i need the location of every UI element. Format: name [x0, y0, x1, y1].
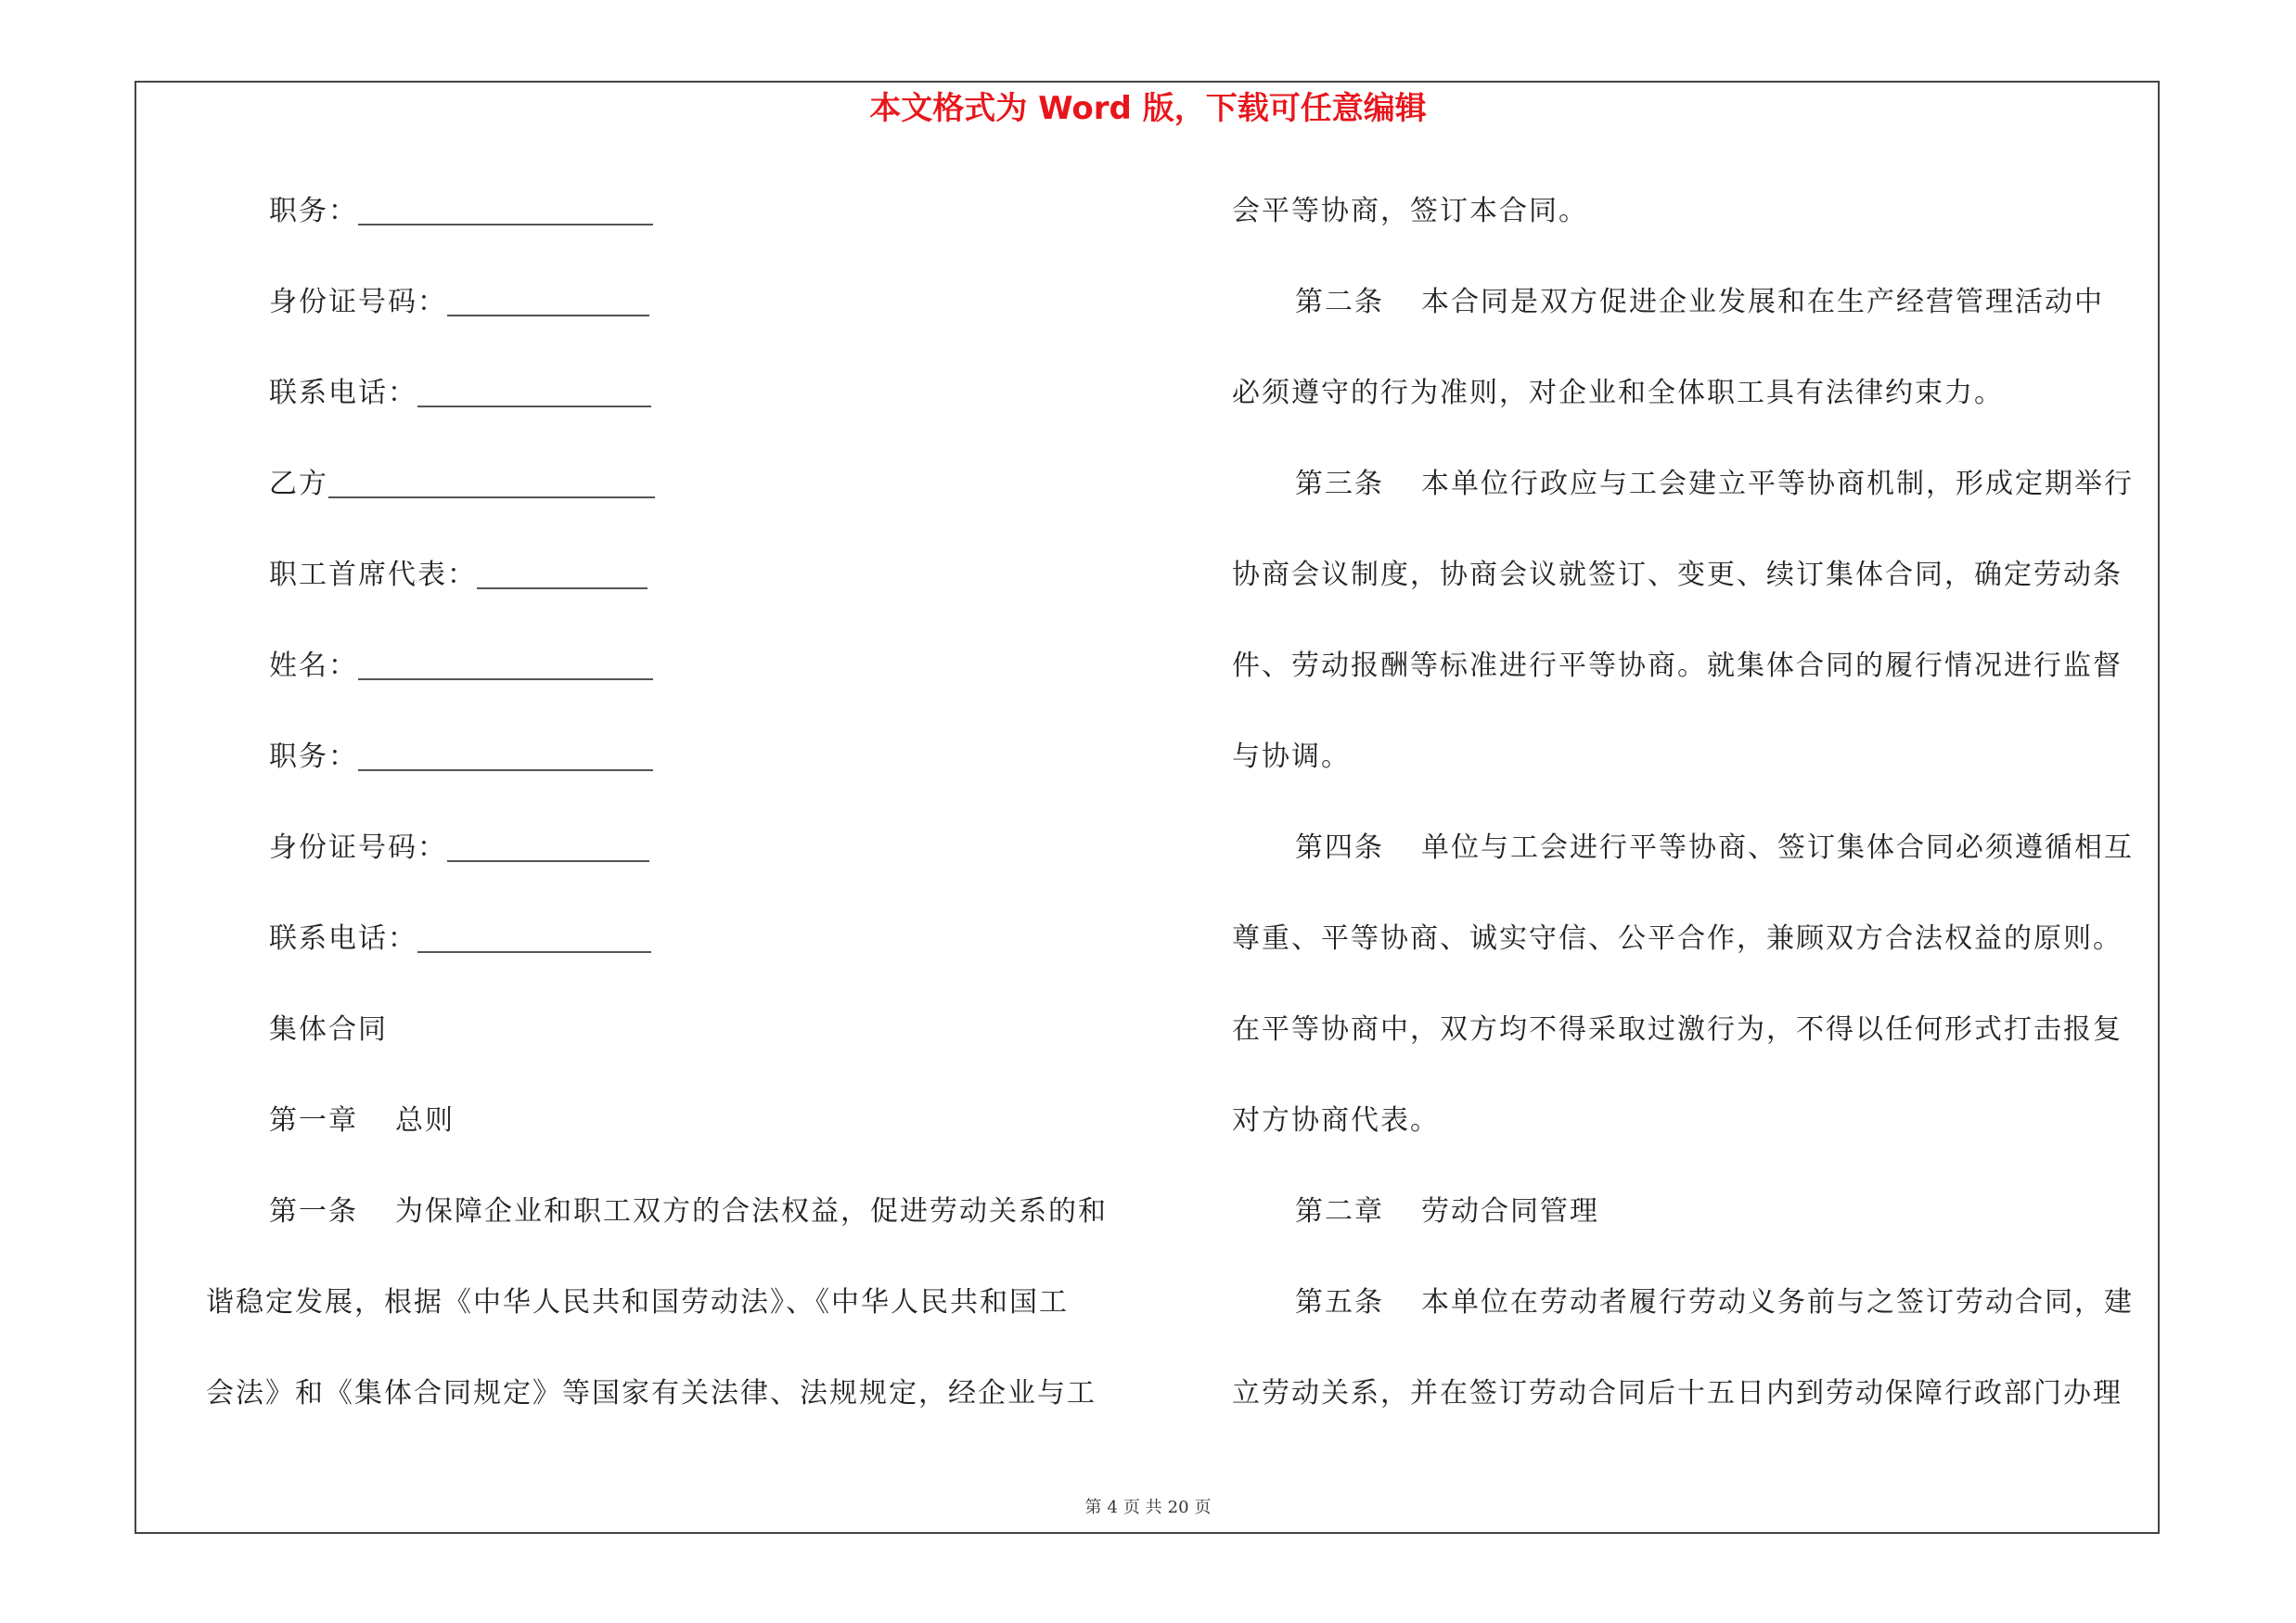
- fill-in-blank[interactable]: [417, 914, 651, 953]
- article-4-line-2: 尊重、平等协商、诚实守信、公平合作，兼顾双方合法权益的原则。: [1232, 922, 2123, 955]
- article-number: 第二条: [1295, 286, 1384, 318]
- field-label: 姓名：: [269, 650, 358, 682]
- article-4-line-3: 在平等协商中，双方均不得采取过激行为，不得以任何形式打击报复: [1232, 1013, 2123, 1046]
- word-format-banner: 本文格式为 Word 版，下载可任意编辑: [869, 90, 1427, 127]
- footer-prefix: 第: [1084, 1498, 1102, 1517]
- fill-in-blank[interactable]: [447, 823, 649, 862]
- field-row-position-2: [206, 731, 1124, 822]
- article-3-line-1: [1232, 458, 2160, 549]
- article-4-line-4: 对方协商代表。: [1232, 1104, 1440, 1137]
- article-number: 第三条: [1295, 468, 1384, 500]
- footer-middle: 页 共: [1122, 1498, 1162, 1517]
- field-row-id-number-2: [206, 822, 1124, 913]
- field-row-id-number-1: [206, 277, 1124, 367]
- article-text: 本单位在劳动者履行劳动义务前与之签订劳动合同，建: [1421, 1286, 2134, 1319]
- field-label: 职务：: [269, 741, 358, 773]
- page-number-footer: [0, 1494, 2296, 1518]
- field-label: 身份证号码：: [269, 286, 447, 318]
- field-row-name: [206, 640, 1124, 731]
- article-text: 为保障企业和职工双方的合法权益，促进劳动关系的和: [395, 1195, 1108, 1228]
- chapter-2-heading: [1232, 1186, 2160, 1277]
- field-row-phone-1: [206, 367, 1124, 458]
- article-number: 第一条: [269, 1195, 358, 1228]
- fill-in-blank[interactable]: [477, 550, 648, 589]
- footer-total-pages: 20: [1167, 1498, 1189, 1517]
- article-1-line-3: 会法》和《集体合同规定》等国家有关法律、法规规定，经企业与工: [206, 1377, 1097, 1410]
- article-text: 本合同是双方促进企业发展和在生产经营管理活动中: [1421, 286, 2104, 318]
- chapter-name: 总则: [395, 1104, 455, 1137]
- fill-in-blank[interactable]: [358, 641, 653, 680]
- chapter-name: 劳动合同管理: [1421, 1195, 1599, 1228]
- fill-in-blank[interactable]: [358, 732, 653, 771]
- chapter-number: 第一章: [269, 1104, 358, 1137]
- fill-in-blank[interactable]: [447, 277, 649, 316]
- article-3-line-3: 件、劳动报酬等标准进行平等协商。就集体合同的履行情况进行监督: [1232, 650, 2123, 682]
- fill-in-blank[interactable]: [358, 187, 653, 225]
- right-column: [1232, 186, 2160, 1459]
- document-title: 集体合同: [269, 1013, 388, 1046]
- article-3-line-2: 协商会议制度，协商会议就签订、变更、续订集体合同，确定劳动条: [1232, 559, 2123, 591]
- field-label: 职务：: [269, 195, 358, 227]
- article-3-line-4: 与协调。: [1232, 741, 1351, 773]
- field-row-chief-rep: [206, 549, 1124, 640]
- article-1-line-1: [206, 1186, 1124, 1277]
- footer-suffix: 页: [1194, 1498, 1212, 1517]
- field-row-party-b: [206, 458, 1124, 549]
- article-text: 单位与工会进行平等协商、签订集体合同必须遵循相互: [1421, 831, 2134, 864]
- left-column: [206, 186, 1124, 1459]
- article-5-line-2: 立劳动关系，并在签订劳动合同后十五日内到劳动保障行政部门办理: [1232, 1377, 2123, 1410]
- chapter-1-heading: [206, 1095, 1124, 1186]
- field-label: 身份证号码：: [269, 831, 447, 864]
- article-2-line-2: 必须遵守的行为准则，对企业和全体职工具有法律约束力。: [1232, 377, 2004, 409]
- field-label: 联系电话：: [269, 922, 417, 955]
- fill-in-blank[interactable]: [417, 368, 651, 407]
- field-label: 联系电话：: [269, 377, 417, 409]
- article-number: 第四条: [1295, 831, 1384, 864]
- field-label: 职工首席代表：: [269, 559, 477, 591]
- article-5-line-1: [1232, 1277, 2160, 1368]
- chapter-number: 第二章: [1295, 1195, 1384, 1228]
- fill-in-blank[interactable]: [328, 459, 655, 498]
- footer-current-page: 4: [1107, 1498, 1118, 1517]
- article-2-line-1: [1232, 277, 2160, 367]
- article-4-line-1: [1232, 822, 2160, 913]
- article-1-line-4: 会平等协商，签订本合同。: [1232, 195, 1588, 227]
- article-text: 本单位行政应与工会建立平等协商机制，形成定期举行: [1421, 468, 2134, 500]
- field-label: 乙方: [269, 468, 328, 500]
- field-row-phone-2: [206, 913, 1124, 1004]
- article-number: 第五条: [1295, 1286, 1384, 1319]
- article-1-line-2: 谐稳定发展，根据《中华人民共和国劳动法》、《中华人民共和国工: [206, 1286, 1069, 1319]
- field-row-position-1: [206, 186, 1124, 277]
